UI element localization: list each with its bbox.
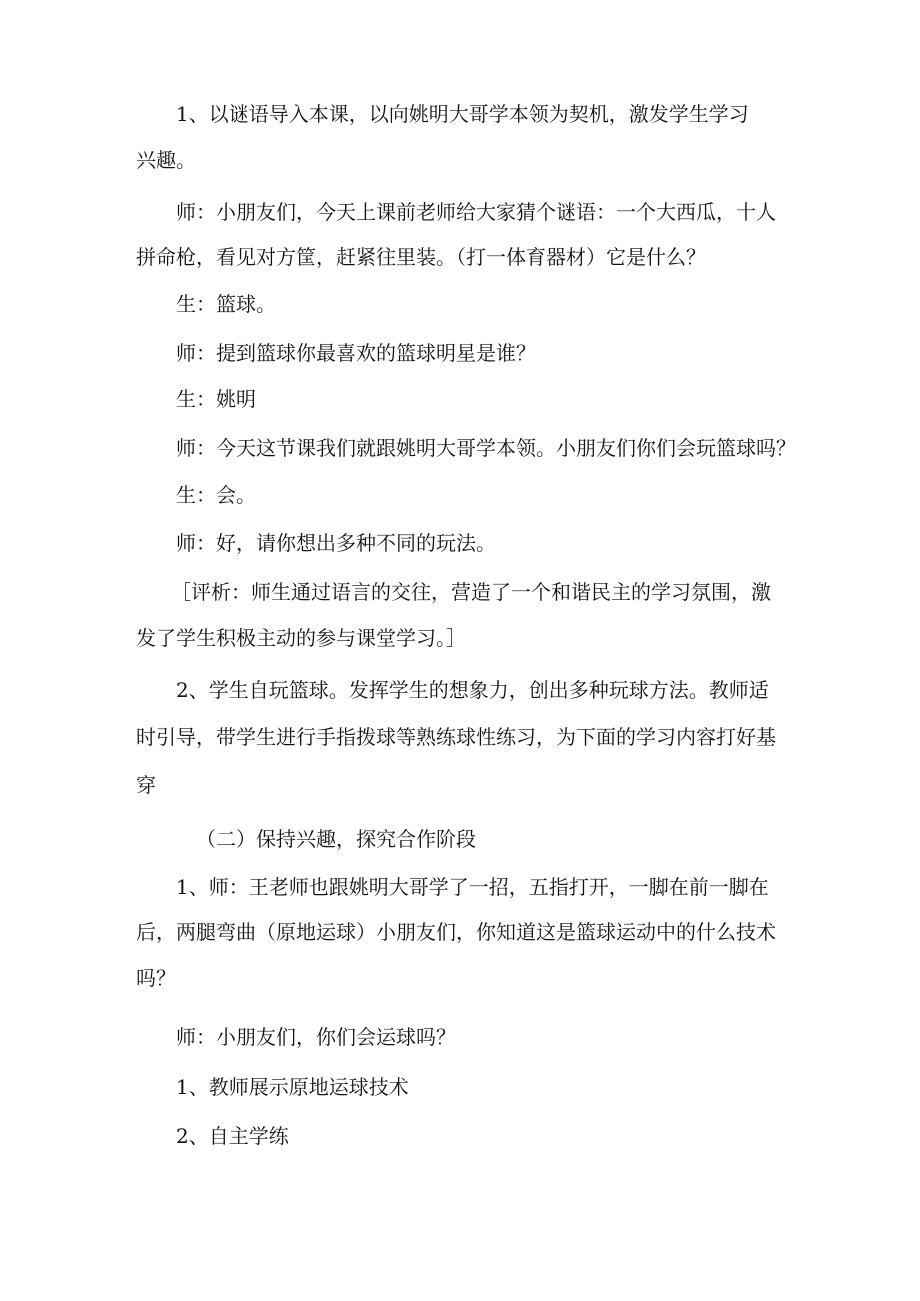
paragraph-line: 生：姚明 — [176, 387, 256, 411]
commentary-line: 发了学生积极主动的参与课堂学习。］ — [136, 626, 466, 650]
paragraph-line: 师：今天这节课我们就跟姚明大哥学本领。小朋友们你们会玩篮球吗？ — [176, 436, 796, 460]
paragraph-line: 生：会。 — [176, 483, 256, 507]
paragraph-line: 1、以谜语导入本课，以向姚明大哥学本领为契机，激发学生学习 — [176, 102, 749, 126]
paragraph-line: 师：小朋友们，今天上课前老师给大家猜个谜语：一个大西瓜，十人 — [176, 200, 776, 224]
paragraph-line: 后，两腿弯曲（原地运球）小朋友们，你知道这是篮球运动中的什么技术 — [136, 920, 776, 944]
paragraph-line: 时引导，带学生进行手指拨球等熟练球性练习，为下面的学习内容打好基 — [136, 725, 776, 749]
paragraph-line: 师：小朋友们，你们会运球吗？ — [176, 1025, 456, 1049]
paragraph-line: 兴趣。 — [136, 148, 196, 172]
list-item: 1、教师展示原地运球技术 — [176, 1075, 409, 1099]
commentary-line: ［评析：师生通过语言的交往，营造了一个和谐民主的学习氛围，激 — [171, 580, 771, 604]
section-heading: （二）保持兴趣，探究合作阶段 — [196, 827, 476, 851]
paragraph-line: 吗？ — [136, 966, 176, 990]
paragraph-line: 师：提到篮球你最喜欢的篮球明星是谁？ — [176, 341, 536, 365]
paragraph-line: 师：好，请你想出多种不同的玩法。 — [176, 531, 496, 555]
paragraph-line: 拼命枪，看见对方筐，赶紧往里装。（打一体育器材）它是什么？ — [136, 245, 706, 269]
paragraph-line: 1、师：王老师也跟姚明大哥学了一招，五指打开，一脚在前一脚在 — [176, 875, 769, 899]
paragraph-line: 穿 — [136, 773, 156, 797]
paragraph-line: 生：篮球。 — [176, 292, 276, 316]
paragraph-line: 2、学生自玩篮球。发挥学生的想象力，创出多种玩球方法。教师适 — [176, 678, 769, 702]
list-item: 2、自主学练 — [176, 1124, 289, 1148]
